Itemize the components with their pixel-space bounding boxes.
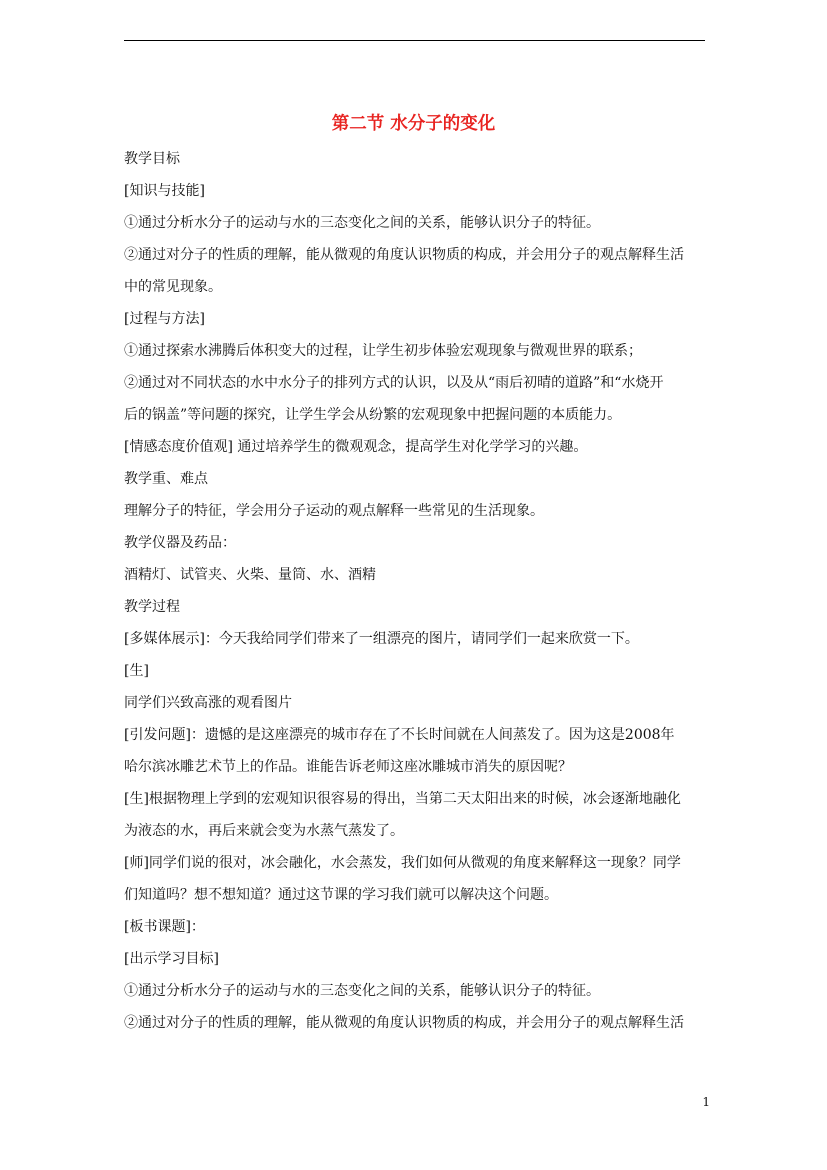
section-heading-teaching-goals: 教学目标 — [124, 151, 180, 167]
paragraph-line: [板书课题]： — [124, 919, 205, 935]
page-number: 1 — [702, 1095, 710, 1109]
paragraph-line: 同学们兴致高涨的观看图片 — [124, 695, 292, 711]
paragraph-line: 中的常见现象。 — [124, 279, 222, 295]
paragraph-line: ②通过对分子的性质的理解，能从微观的角度认识物质的构成，并会用分子的观点解释生活 — [124, 1015, 684, 1031]
paragraph-line: ①通过分析水分子的运动与水的三态变化之间的关系，能够认识分子的特征。 — [124, 215, 600, 231]
paragraph-line: [生] — [124, 663, 149, 679]
paragraph-line: [引发问题]：遗憾的是这座漂亮的城市存在了不长时间就在人间蒸发了。因为这是2008年 — [124, 727, 675, 743]
paragraph-line: ②通过对不同状态的水中水分子的排列方式的认识，以及从“雨后初晴的道路”和“水烧开 — [124, 375, 664, 391]
paragraph-line: 酒精灯、试管夹、火柴、量筒、水、酒精 — [124, 567, 376, 583]
paragraph-line: 后的锅盖”等问题的探究，让学生学会从纷繁的宏观现象中把握问题的本质能力。 — [124, 407, 622, 423]
paragraph-line: 理解分子的特征，学会用分子运动的观点解释一些常见的生活现象。 — [124, 503, 544, 519]
paragraph-line: [生]根据物理上学到的宏观知识很容易的得出，当第二天太阳出来的时候，冰会逐渐地融化 — [124, 791, 681, 807]
section-heading-teaching-process: 教学过程 — [124, 599, 180, 615]
subheading-knowledge-skills: [知识与技能] — [124, 183, 205, 199]
paragraph-line: 为液态的水，再后来就会变为水蒸气蒸发了。 — [124, 823, 404, 839]
section-heading-materials: 教学仪器及药品： — [124, 535, 236, 551]
paragraph-line: 们知道吗？想不想知道？通过这节课的学习我们就可以解决这个问题。 — [124, 887, 558, 903]
subheading-process-method: [过程与方法] — [124, 311, 205, 327]
paragraph-line: [出示学习目标] — [124, 951, 219, 967]
paragraph-line: ②通过对分子的性质的理解，能从微观的角度认识物质的构成，并会用分子的观点解释生活 — [124, 247, 684, 263]
paragraph-line: ①通过分析水分子的运动与水的三态变化之间的关系，能够认识分子的特征。 — [124, 983, 600, 999]
section-heading-key-points: 教学重、难点 — [124, 471, 208, 487]
paragraph-line: 哈尔滨冰雕艺术节上的作品。谁能告诉老师这座冰雕城市消失的原因呢？ — [124, 759, 572, 775]
paragraph-line: [多媒体展示]：今天我给同学们带来了一组漂亮的图片，请同学们一起来欣赏一下。 — [124, 631, 639, 647]
page-title: 第二节 水分子的变化 — [331, 114, 496, 134]
paragraph-line: [情感态度价值观] 通过培养学生的微观观念，提高学生对化学学习的兴趣。 — [124, 439, 588, 455]
paragraph-line: [师]同学们说的很对，冰会融化，水会蒸发，我们如何从微观的角度来解释这一现象？同学 — [124, 855, 681, 871]
header-rule — [124, 40, 705, 41]
document-body — [124, 148, 708, 1044]
paragraph-line: ①通过探索水沸腾后体积变大的过程，让学生初步体验宏观现象与微观世界的联系； — [124, 343, 642, 359]
